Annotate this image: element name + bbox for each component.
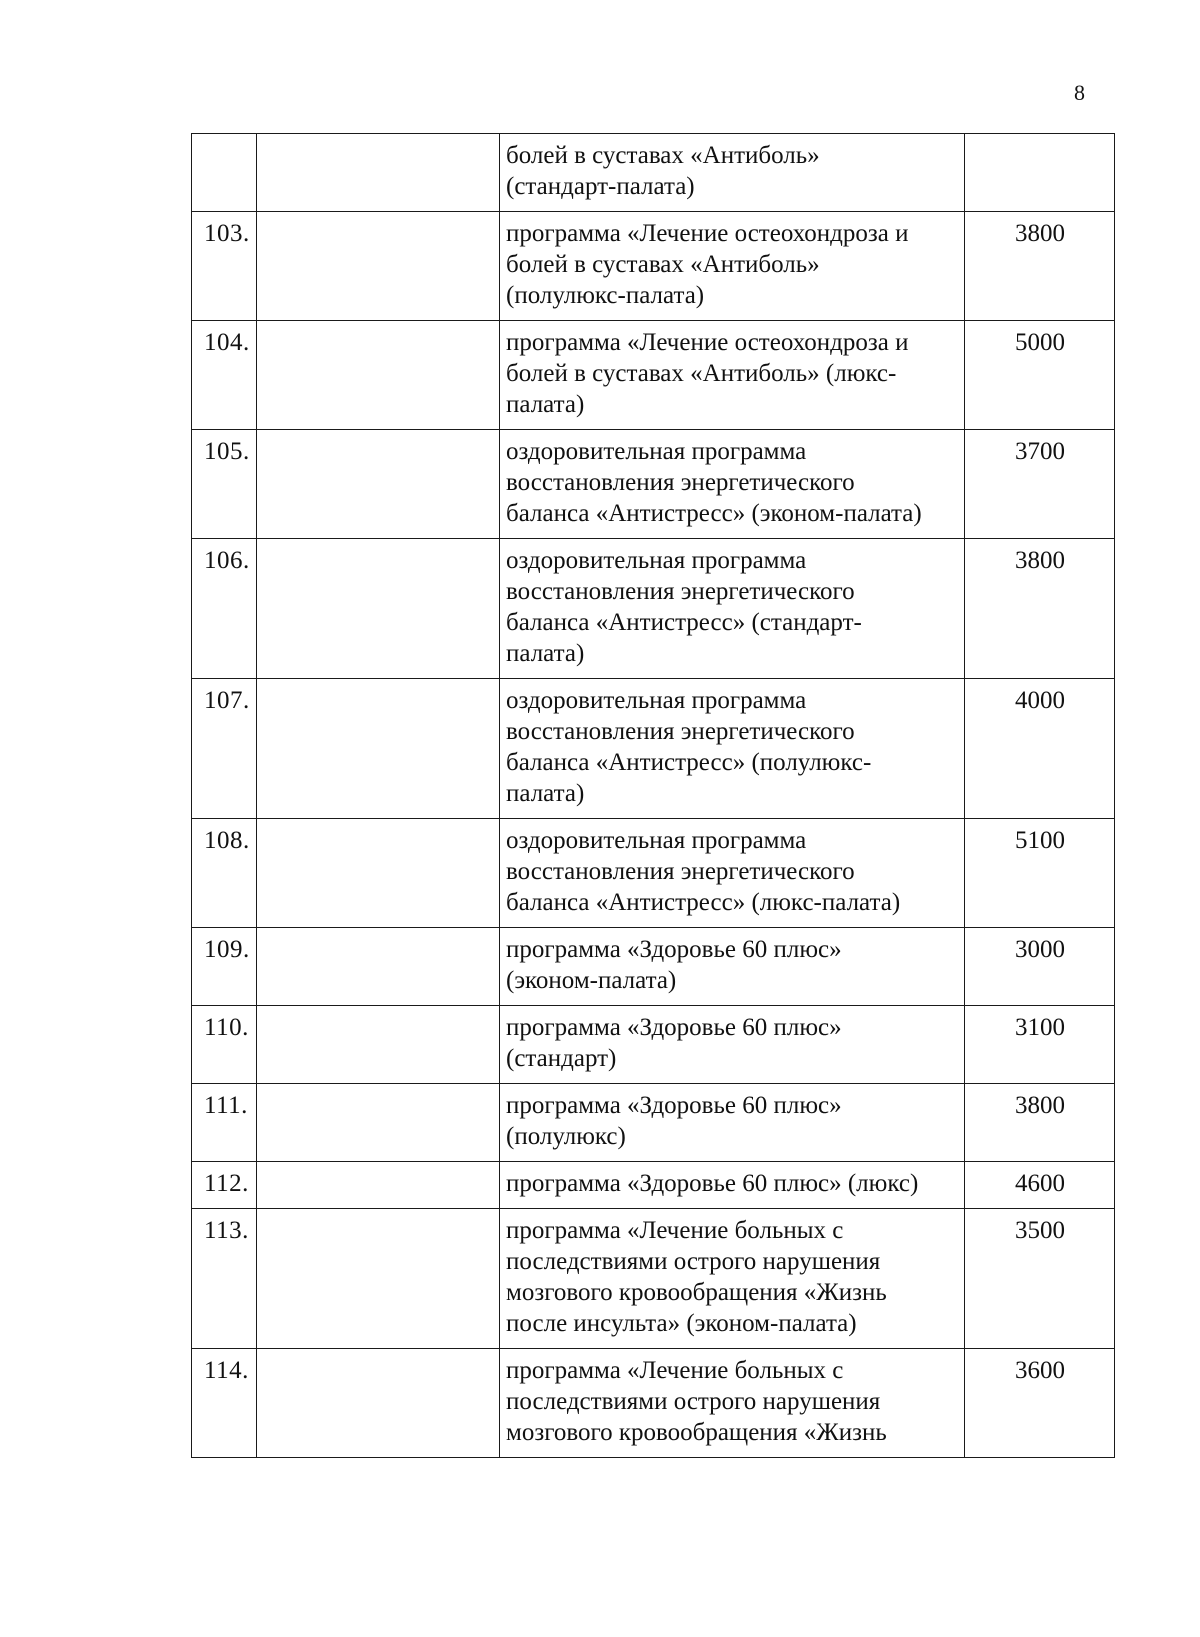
- service-name-cell: программа «Здоровье 60 плюс» (люкс): [500, 1162, 965, 1209]
- table-row: [192, 539, 1115, 679]
- table-row: [192, 1209, 1115, 1349]
- table-row: [192, 1006, 1115, 1084]
- price-table: [191, 133, 1115, 1458]
- service-name-cell: программа «Лечение больных с последствиями острого нарушения мозгового кровообращения «Жизнь: [500, 1349, 965, 1458]
- row-number-cell: 109.: [192, 928, 257, 1006]
- table-row: [192, 928, 1115, 1006]
- service-name-cell: программа «Здоровье 60 плюс» (стандарт): [500, 1006, 965, 1084]
- price-cell: 3800: [965, 212, 1115, 321]
- price-table-body: [192, 134, 1115, 1458]
- empty-cell: [257, 1006, 500, 1084]
- price-cell: 5100: [965, 819, 1115, 928]
- table-row: [192, 819, 1115, 928]
- service-name-cell: программа «Лечение остеохондроза и болей в суставах «Антиболь» (люкс- палата): [500, 321, 965, 430]
- row-number-cell: 104.: [192, 321, 257, 430]
- empty-cell: [257, 430, 500, 539]
- service-name-cell: программа «Здоровье 60 плюс» (полулюкс): [500, 1084, 965, 1162]
- table-row: [192, 321, 1115, 430]
- price-cell: 3800: [965, 1084, 1115, 1162]
- table-row: [192, 679, 1115, 819]
- service-name-cell: оздоровительная программа восстановления энергетического баланса «Антистресс» (стандарт- палата): [500, 539, 965, 679]
- table-row: [192, 1162, 1115, 1209]
- price-cell: 3600: [965, 1349, 1115, 1458]
- table-row: [192, 1349, 1115, 1458]
- row-number-cell: 113.: [192, 1209, 257, 1349]
- row-number-cell: 110.: [192, 1006, 257, 1084]
- empty-cell: [257, 1349, 500, 1458]
- empty-cell: [257, 539, 500, 679]
- service-name-cell: программа «Лечение остеохондроза и болей в суставах «Антиболь» (полулюкс-палата): [500, 212, 965, 321]
- row-number-cell: 106.: [192, 539, 257, 679]
- table-row: [192, 134, 1115, 212]
- empty-cell: [257, 679, 500, 819]
- row-number-cell: 112.: [192, 1162, 257, 1209]
- service-name-cell: оздоровительная программа восстановления энергетического баланса «Антистресс» (эконом-палата): [500, 430, 965, 539]
- service-name-cell: болей в суставах «Антиболь» (стандарт-палата): [500, 134, 965, 212]
- service-name-cell: оздоровительная программа восстановления энергетического баланса «Антистресс» (люкс-палата): [500, 819, 965, 928]
- row-number-cell: 103.: [192, 212, 257, 321]
- empty-cell: [257, 212, 500, 321]
- price-cell: 3100: [965, 1006, 1115, 1084]
- row-number-cell: [192, 134, 257, 212]
- price-cell: 3500: [965, 1209, 1115, 1349]
- empty-cell: [257, 819, 500, 928]
- empty-cell: [257, 134, 500, 212]
- service-name-cell: оздоровительная программа восстановления энергетического баланса «Антистресс» (полулюкс- палата): [500, 679, 965, 819]
- row-number-cell: 108.: [192, 819, 257, 928]
- price-cell: 3000: [965, 928, 1115, 1006]
- row-number-cell: 114.: [192, 1349, 257, 1458]
- service-name-cell: программа «Лечение больных с последствиями острого нарушения мозгового кровообращения «Жизнь после инсульта» (эконом-палата): [500, 1209, 965, 1349]
- table-row: [192, 212, 1115, 321]
- empty-cell: [257, 321, 500, 430]
- table-row: [192, 1084, 1115, 1162]
- row-number-cell: 105.: [192, 430, 257, 539]
- price-cell: 3800: [965, 539, 1115, 679]
- price-cell: 3700: [965, 430, 1115, 539]
- empty-cell: [257, 1209, 500, 1349]
- row-number-cell: 111.: [192, 1084, 257, 1162]
- price-cell: 4600: [965, 1162, 1115, 1209]
- empty-cell: [257, 928, 500, 1006]
- page-number: 8: [1074, 80, 1085, 105]
- empty-cell: [257, 1084, 500, 1162]
- empty-cell: [257, 1162, 500, 1209]
- row-number-cell: 107.: [192, 679, 257, 819]
- table-row: [192, 430, 1115, 539]
- price-cell: 4000: [965, 679, 1115, 819]
- price-cell: [965, 134, 1115, 212]
- price-cell: 5000: [965, 321, 1115, 430]
- service-name-cell: программа «Здоровье 60 плюс» (эконом-палата): [500, 928, 965, 1006]
